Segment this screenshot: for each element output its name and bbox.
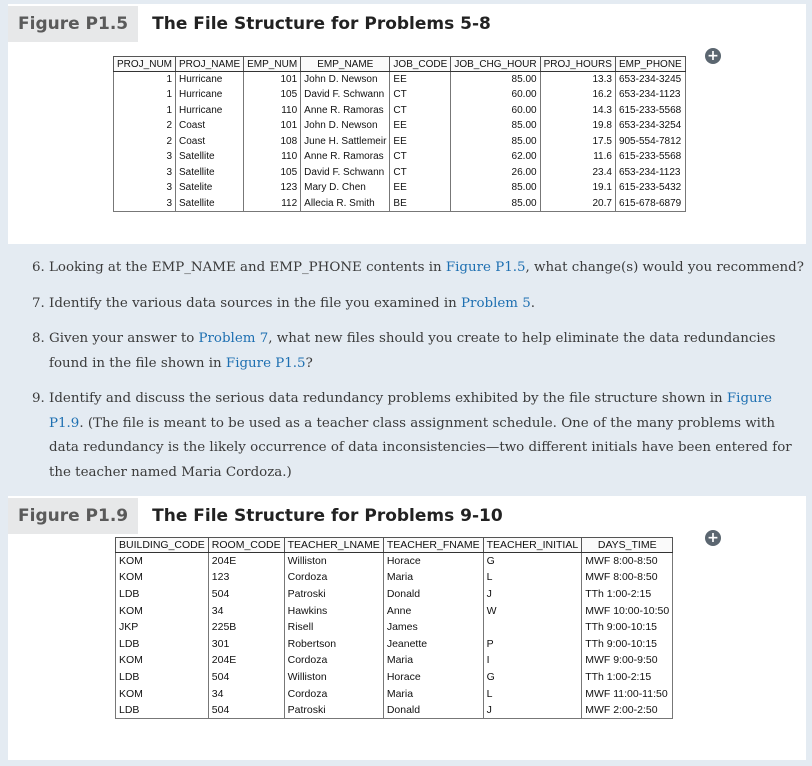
table-cell: Satelite — [176, 180, 244, 196]
table-cell: 101 — [244, 72, 301, 88]
table-row — [116, 685, 673, 702]
table-row — [116, 619, 673, 636]
table-cell: Maria — [383, 685, 483, 702]
table-cell: J — [483, 586, 582, 603]
table-row — [114, 87, 686, 103]
table-cell: 23.4 — [540, 165, 615, 181]
table-cell: Maria — [383, 652, 483, 669]
column-header: TEACHER_FNAME — [383, 538, 483, 553]
table-cell: Hurricane — [176, 87, 244, 103]
table-row — [116, 702, 673, 719]
table-row — [116, 635, 673, 652]
table-cell: Coast — [176, 134, 244, 150]
table-row — [114, 180, 686, 196]
table-cell: Donald — [383, 702, 483, 719]
project-employee-table — [113, 56, 686, 212]
table-cell: Williston — [284, 553, 383, 570]
table-cell: LDB — [116, 586, 209, 603]
figure-link[interactable]: Figure P1.5 — [225, 355, 306, 371]
question-9: 9. Identify and discuss the serious data redundancy problems exhibited by the file structure shown in Figure P1.9. (The file is meant to be used as a teacher class assignment schedule. One of the many problems with data redundancy is the likely occurrence of data inconsistencies—two different initials have been entered for the teacher named Maria Cordoza.) — [32, 391, 792, 480]
table-cell: CT — [390, 103, 451, 119]
table-cell: Patroski — [284, 702, 383, 719]
table-cell: L — [483, 569, 582, 586]
table-cell: TTh 1:00-2:15 — [582, 586, 673, 603]
table-cell: 504 — [208, 702, 284, 719]
table-cell: 85.00 — [451, 118, 540, 134]
column-header: JOB_CODE — [390, 57, 451, 72]
table-row — [116, 602, 673, 619]
table-cell: 123 — [208, 569, 284, 586]
table-cell: 653-234-3254 — [615, 118, 685, 134]
question-7: 7. Identify the various data sources in the file you examined in Problem 5. — [32, 295, 536, 311]
table-cell: 1 — [114, 103, 176, 119]
table-cell: Satellite — [176, 149, 244, 165]
problem-link[interactable]: Problem 7 — [198, 331, 269, 346]
table-row — [114, 165, 686, 181]
table-cell: Jeanette — [383, 635, 483, 652]
expand-plus-icon[interactable]: + — [705, 530, 721, 546]
table-cell: G — [483, 669, 582, 686]
table-cell: Cordoza — [284, 652, 383, 669]
table-cell: EE — [390, 180, 451, 196]
table-cell: 615-233-5432 — [615, 180, 685, 196]
table-cell: Hawkins — [284, 602, 383, 619]
table-row — [116, 669, 673, 686]
table-cell: 110 — [244, 103, 301, 119]
figure-link[interactable]: Figure P1.5 — [445, 260, 526, 275]
table-row — [114, 118, 686, 134]
figure-number: Figure P1.9 — [8, 498, 138, 534]
table-cell: KOM — [116, 602, 209, 619]
table-cell: 301 — [208, 635, 284, 652]
column-header: DAYS_TIME — [582, 538, 673, 553]
table-cell: 11.6 — [540, 149, 615, 165]
table-cell: 3 — [114, 165, 176, 181]
table-cell: 615-233-5568 — [615, 149, 685, 165]
table-cell: MWF 9:00-9:50 — [582, 652, 673, 669]
table-cell: LDB — [116, 635, 209, 652]
table-cell: 85.00 — [451, 134, 540, 150]
table-cell: John D. Newson — [301, 118, 390, 134]
table-cell: Cordoza — [284, 685, 383, 702]
table-cell: G — [483, 553, 582, 570]
table-cell: 85.00 — [451, 196, 540, 212]
table-cell: L — [483, 685, 582, 702]
table-cell: Maria — [383, 569, 483, 586]
column-header: EMP_NUM — [244, 57, 301, 72]
table-cell: Satellite — [176, 165, 244, 181]
table-cell: J — [483, 702, 582, 719]
table-cell: Hurricane — [176, 103, 244, 119]
table-cell: 2 — [114, 134, 176, 150]
table-cell: Donald — [383, 586, 483, 603]
table-cell: 112 — [244, 196, 301, 212]
column-header: PROJ_NUM — [114, 57, 176, 72]
table-cell — [483, 619, 582, 636]
table-cell: 62.00 — [451, 149, 540, 165]
column-header: PROJ_HOURS — [540, 57, 615, 72]
column-header: EMP_PHONE — [615, 57, 685, 72]
table-cell: June H. Sattlemeir — [301, 134, 390, 150]
table-cell: 19.1 — [540, 180, 615, 196]
table-cell: Coast — [176, 118, 244, 134]
table-cell: David F. Schwann — [301, 165, 390, 181]
table-cell: 17.5 — [540, 134, 615, 150]
table-cell: LDB — [116, 702, 209, 719]
table-cell: 13.3 — [540, 72, 615, 88]
table-cell: 85.00 — [451, 72, 540, 88]
table-cell: 105 — [244, 165, 301, 181]
column-header: PROJ_NAME — [176, 57, 244, 72]
table-cell: 34 — [208, 685, 284, 702]
table-row — [114, 196, 686, 212]
table-row — [114, 149, 686, 165]
table-cell: 615-233-5568 — [615, 103, 685, 119]
table-cell: MWF 8:00-8:50 — [582, 553, 673, 570]
table-cell: CT — [390, 87, 451, 103]
problem-link[interactable]: Problem 5 — [461, 295, 531, 311]
table-cell: James — [383, 619, 483, 636]
table-row — [114, 103, 686, 119]
table-cell: 204E — [208, 553, 284, 570]
table-cell: TTh 9:00-10:15 — [582, 635, 673, 652]
table-cell: TTh 9:00-10:15 — [582, 619, 673, 636]
table-cell: TTh 1:00-2:15 — [582, 669, 673, 686]
table-cell: Hurricane — [176, 72, 244, 88]
question-list — [32, 256, 804, 496]
table-cell: John D. Newson — [301, 72, 390, 88]
table-cell: CT — [390, 149, 451, 165]
column-header: TEACHER_LNAME — [284, 538, 383, 553]
table-cell: 1 — [114, 72, 176, 88]
table-row — [114, 72, 686, 88]
expand-plus-icon[interactable]: + — [705, 48, 721, 64]
table-cell: MWF 11:00-11:50 — [582, 685, 673, 702]
question-6: 6. Looking at the EMP_NAME and EMP_PHONE contents in Figure P1.5, what change(s) would you recommend? — [32, 260, 804, 275]
table-cell: 60.00 — [451, 103, 540, 119]
table-cell: Horace — [383, 553, 483, 570]
table-row — [116, 652, 673, 669]
table-cell: 653-234-3245 — [615, 72, 685, 88]
table-cell: KOM — [116, 685, 209, 702]
table-cell: Patroski — [284, 586, 383, 603]
table-cell: 504 — [208, 669, 284, 686]
table-cell: KOM — [116, 652, 209, 669]
figure-title: The File Structure for Problems 9-10 — [152, 506, 503, 526]
table-cell: 85.00 — [451, 180, 540, 196]
table-cell: 14.3 — [540, 103, 615, 119]
table-cell: 2 — [114, 118, 176, 134]
table-cell: David F. Schwann — [301, 87, 390, 103]
table-cell: 3 — [114, 149, 176, 165]
table-cell: Anne — [383, 602, 483, 619]
table-cell: 3 — [114, 180, 176, 196]
table-cell: 1 — [114, 87, 176, 103]
table-row — [116, 569, 673, 586]
table-cell: Risell — [284, 619, 383, 636]
column-header: BUILDING_CODE — [116, 538, 209, 553]
table-cell: Satellite — [176, 196, 244, 212]
table-cell: 34 — [208, 602, 284, 619]
figure-p1-9-panel — [8, 496, 806, 760]
table-cell: 105 — [244, 87, 301, 103]
table-cell: 20.7 — [540, 196, 615, 212]
figure-link[interactable]: Figure P1.9 — [49, 391, 772, 431]
figure-header — [8, 4, 806, 44]
table-cell: 26.00 — [451, 165, 540, 181]
table-cell: 225B — [208, 619, 284, 636]
figure-title: The File Structure for Problems 5-8 — [152, 14, 491, 34]
table-cell: MWF 10:00-10:50 — [582, 602, 673, 619]
table-cell: MWF 8:00-8:50 — [582, 569, 673, 586]
table-cell: 110 — [244, 149, 301, 165]
table-cell: 504 — [208, 586, 284, 603]
table-header-row — [116, 538, 673, 553]
table-cell: P — [483, 635, 582, 652]
table-cell: MWF 2:00-2:50 — [582, 702, 673, 719]
table-cell: I — [483, 652, 582, 669]
table-cell: 653-234-1123 — [615, 87, 685, 103]
column-header: TEACHER_INITIAL — [483, 538, 582, 553]
table-cell: Horace — [383, 669, 483, 686]
table-cell: Allecia R. Smith — [301, 196, 390, 212]
table-cell: Mary D. Chen — [301, 180, 390, 196]
table-cell: KOM — [116, 553, 209, 570]
teacher-schedule-table — [115, 537, 673, 719]
figure-number: Figure P1.5 — [8, 6, 138, 42]
column-header: ROOM_CODE — [208, 538, 284, 553]
table-cell: Anne R. Ramoras — [301, 103, 390, 119]
figure-p1-5-panel — [8, 4, 806, 244]
column-header: JOB_CHG_HOUR — [451, 57, 540, 72]
table-cell: Williston — [284, 669, 383, 686]
table-cell: 905-554-7812 — [615, 134, 685, 150]
table-cell: 204E — [208, 652, 284, 669]
table-cell: W — [483, 602, 582, 619]
table-cell: EE — [390, 118, 451, 134]
table-cell: Robertson — [284, 635, 383, 652]
table-cell: 3 — [114, 196, 176, 212]
table-cell: 123 — [244, 180, 301, 196]
table-cell: JKP — [116, 619, 209, 636]
table-cell: BE — [390, 196, 451, 212]
column-header: EMP_NAME — [301, 57, 390, 72]
table-cell: Anne R. Ramoras — [301, 149, 390, 165]
table-cell: EE — [390, 72, 451, 88]
table-cell: KOM — [116, 569, 209, 586]
table-cell: 108 — [244, 134, 301, 150]
table-cell: 19.8 — [540, 118, 615, 134]
table-row — [116, 553, 673, 570]
table-cell: 653-234-1123 — [615, 165, 685, 181]
table-row — [114, 134, 686, 150]
table-cell: LDB — [116, 669, 209, 686]
table-header-row — [114, 57, 686, 72]
table-cell: 615-678-6879 — [615, 196, 685, 212]
table-row — [116, 586, 673, 603]
table-cell: EE — [390, 134, 451, 150]
table-cell: CT — [390, 165, 451, 181]
table-cell: 101 — [244, 118, 301, 134]
table-cell: 16.2 — [540, 87, 615, 103]
question-8: 8. Given your answer to Problem 7, what new files should you create to help eliminate the data redundancies found in the file shown in Figure P1.5? — [32, 331, 776, 371]
table-cell: Cordoza — [284, 569, 383, 586]
table-cell: 60.00 — [451, 87, 540, 103]
figure-header — [8, 496, 806, 536]
